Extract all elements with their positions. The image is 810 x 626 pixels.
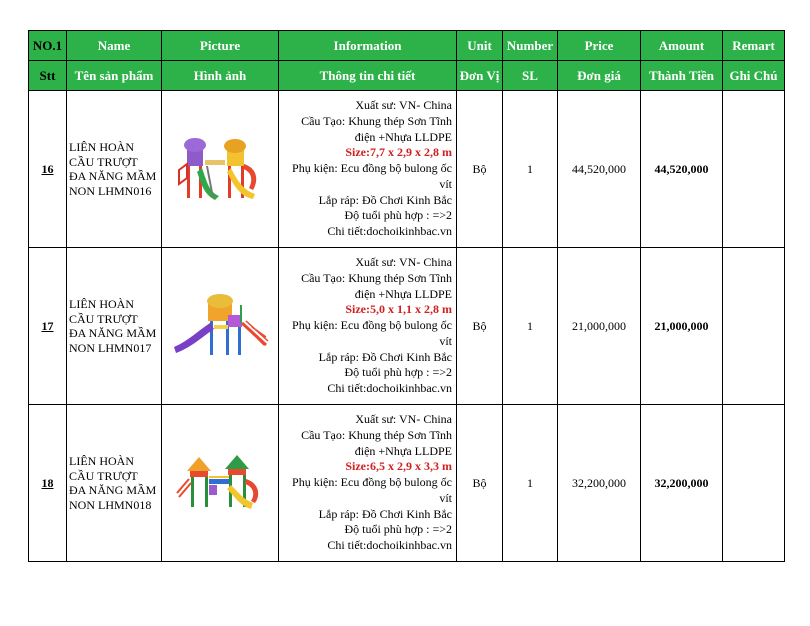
col-thanh-tien: Thành Tiền <box>641 61 723 91</box>
col-stt: Stt <box>29 61 67 91</box>
col-sl: SL <box>503 61 558 91</box>
playground-picture <box>173 453 268 513</box>
detail-link: Chi tiết:dochoikinhbac.vn <box>327 381 452 396</box>
product-unit: Bộ <box>457 405 503 562</box>
detail-link: Chi tiết:dochoikinhbac.vn <box>327 224 452 239</box>
col-price: Price <box>558 31 641 61</box>
col-hinh-anh: Hình ảnh <box>162 61 279 91</box>
col-amount: Amount <box>641 31 723 61</box>
product-size: Size:7,7 x 2,9 x 2,8 m <box>345 145 452 160</box>
col-no: NO.1 <box>29 31 67 61</box>
product-name: LIÊN HOÀN CẦU TRƯỢT ĐA NĂNG MẦM NON LHMN018 <box>67 405 162 562</box>
col-name: Name <box>67 31 162 61</box>
col-thong-tin: Thông tin chi tiết <box>279 61 457 91</box>
playground-picture <box>173 134 268 204</box>
product-image <box>162 91 279 248</box>
col-number: Number <box>503 31 558 61</box>
product-amount: 44,520,000 <box>641 91 723 248</box>
product-table <box>28 30 785 562</box>
product-qty: 1 <box>503 91 558 248</box>
header-row-english <box>29 31 785 61</box>
product-amount: 21,000,000 <box>641 248 723 405</box>
product-info: Xuất sư: VN- China Cầu Tạo: Khung thép Sơn Tĩnh điện +Nhựa LLDPE Size:5,0 x 1,1 x 2,8 m Phụ kiện: Ecu đồng bộ bulong ốc vít Lắp ráp: Đồ Chơi Kinh Bắc Độ tuổi phù hợp : =>2 Chi tiết:dochoikinhbac.vn <box>279 248 457 405</box>
product-note <box>723 248 785 405</box>
product-price: 44,520,000 <box>558 91 641 248</box>
col-unit: Unit <box>457 31 503 61</box>
col-don-gia: Đơn giá <box>558 61 641 91</box>
playground-picture <box>168 291 273 361</box>
col-ghi-chu: Ghi Chú <box>723 61 785 91</box>
product-name: LIÊN HOÀN CẦU TRƯỢT ĐA NĂNG MẦM NON LHMN016 <box>67 91 162 248</box>
product-price: 21,000,000 <box>558 248 641 405</box>
col-remark: Remart <box>723 31 785 61</box>
product-name: LIÊN HOÀN CẦU TRƯỢT ĐA NĂNG MẦM NON LHMN017 <box>67 248 162 405</box>
detail-link: Chi tiết:dochoikinhbac.vn <box>327 538 452 553</box>
product-qty: 1 <box>503 248 558 405</box>
row-stt: 16 <box>29 91 67 248</box>
product-unit: Bộ <box>457 248 503 405</box>
table-row <box>29 248 785 405</box>
product-qty: 1 <box>503 405 558 562</box>
product-note <box>723 405 785 562</box>
product-note <box>723 91 785 248</box>
product-size: Size:6,5 x 2,9 x 3,3 m <box>345 459 452 474</box>
table-row <box>29 405 785 562</box>
product-info: Xuất sư: VN- China Cầu Tạo: Khung thép Sơn Tĩnh điện +Nhựa LLDPE Size:6,5 x 2,9 x 3,3 m Phụ kiện: Ecu đồng bộ bulong ốc vít Lắp ráp: Đồ Chơi Kinh Bắc Độ tuổi phù hợp : =>2 Chi tiết:dochoikinhbac.vn <box>279 405 457 562</box>
table-row <box>29 91 785 248</box>
col-don-vi: Đơn Vị <box>457 61 503 91</box>
col-information: Information <box>279 31 457 61</box>
col-ten-san-pham: Tên sản phẩm <box>67 61 162 91</box>
product-amount: 32,200,000 <box>641 405 723 562</box>
row-stt: 17 <box>29 248 67 405</box>
product-size: Size:5,0 x 1,1 x 2,8 m <box>345 302 452 317</box>
header-row-vietnamese <box>29 61 785 91</box>
product-info: Xuất sư: VN- China Cầu Tạo: Khung thép Sơn Tĩnh điện +Nhựa LLDPE Size:7,7 x 2,9 x 2,8 m Phụ kiện: Ecu đồng bộ bulong ốc vít Lắp ráp: Đồ Chơi Kinh Bắc Độ tuổi phù hợp : =>2 Chi tiết:dochoikinhbac.vn <box>279 91 457 248</box>
product-image <box>162 248 279 405</box>
product-unit: Bộ <box>457 91 503 248</box>
product-image <box>162 405 279 562</box>
product-price: 32,200,000 <box>558 405 641 562</box>
row-stt: 18 <box>29 405 67 562</box>
col-picture: Picture <box>162 31 279 61</box>
